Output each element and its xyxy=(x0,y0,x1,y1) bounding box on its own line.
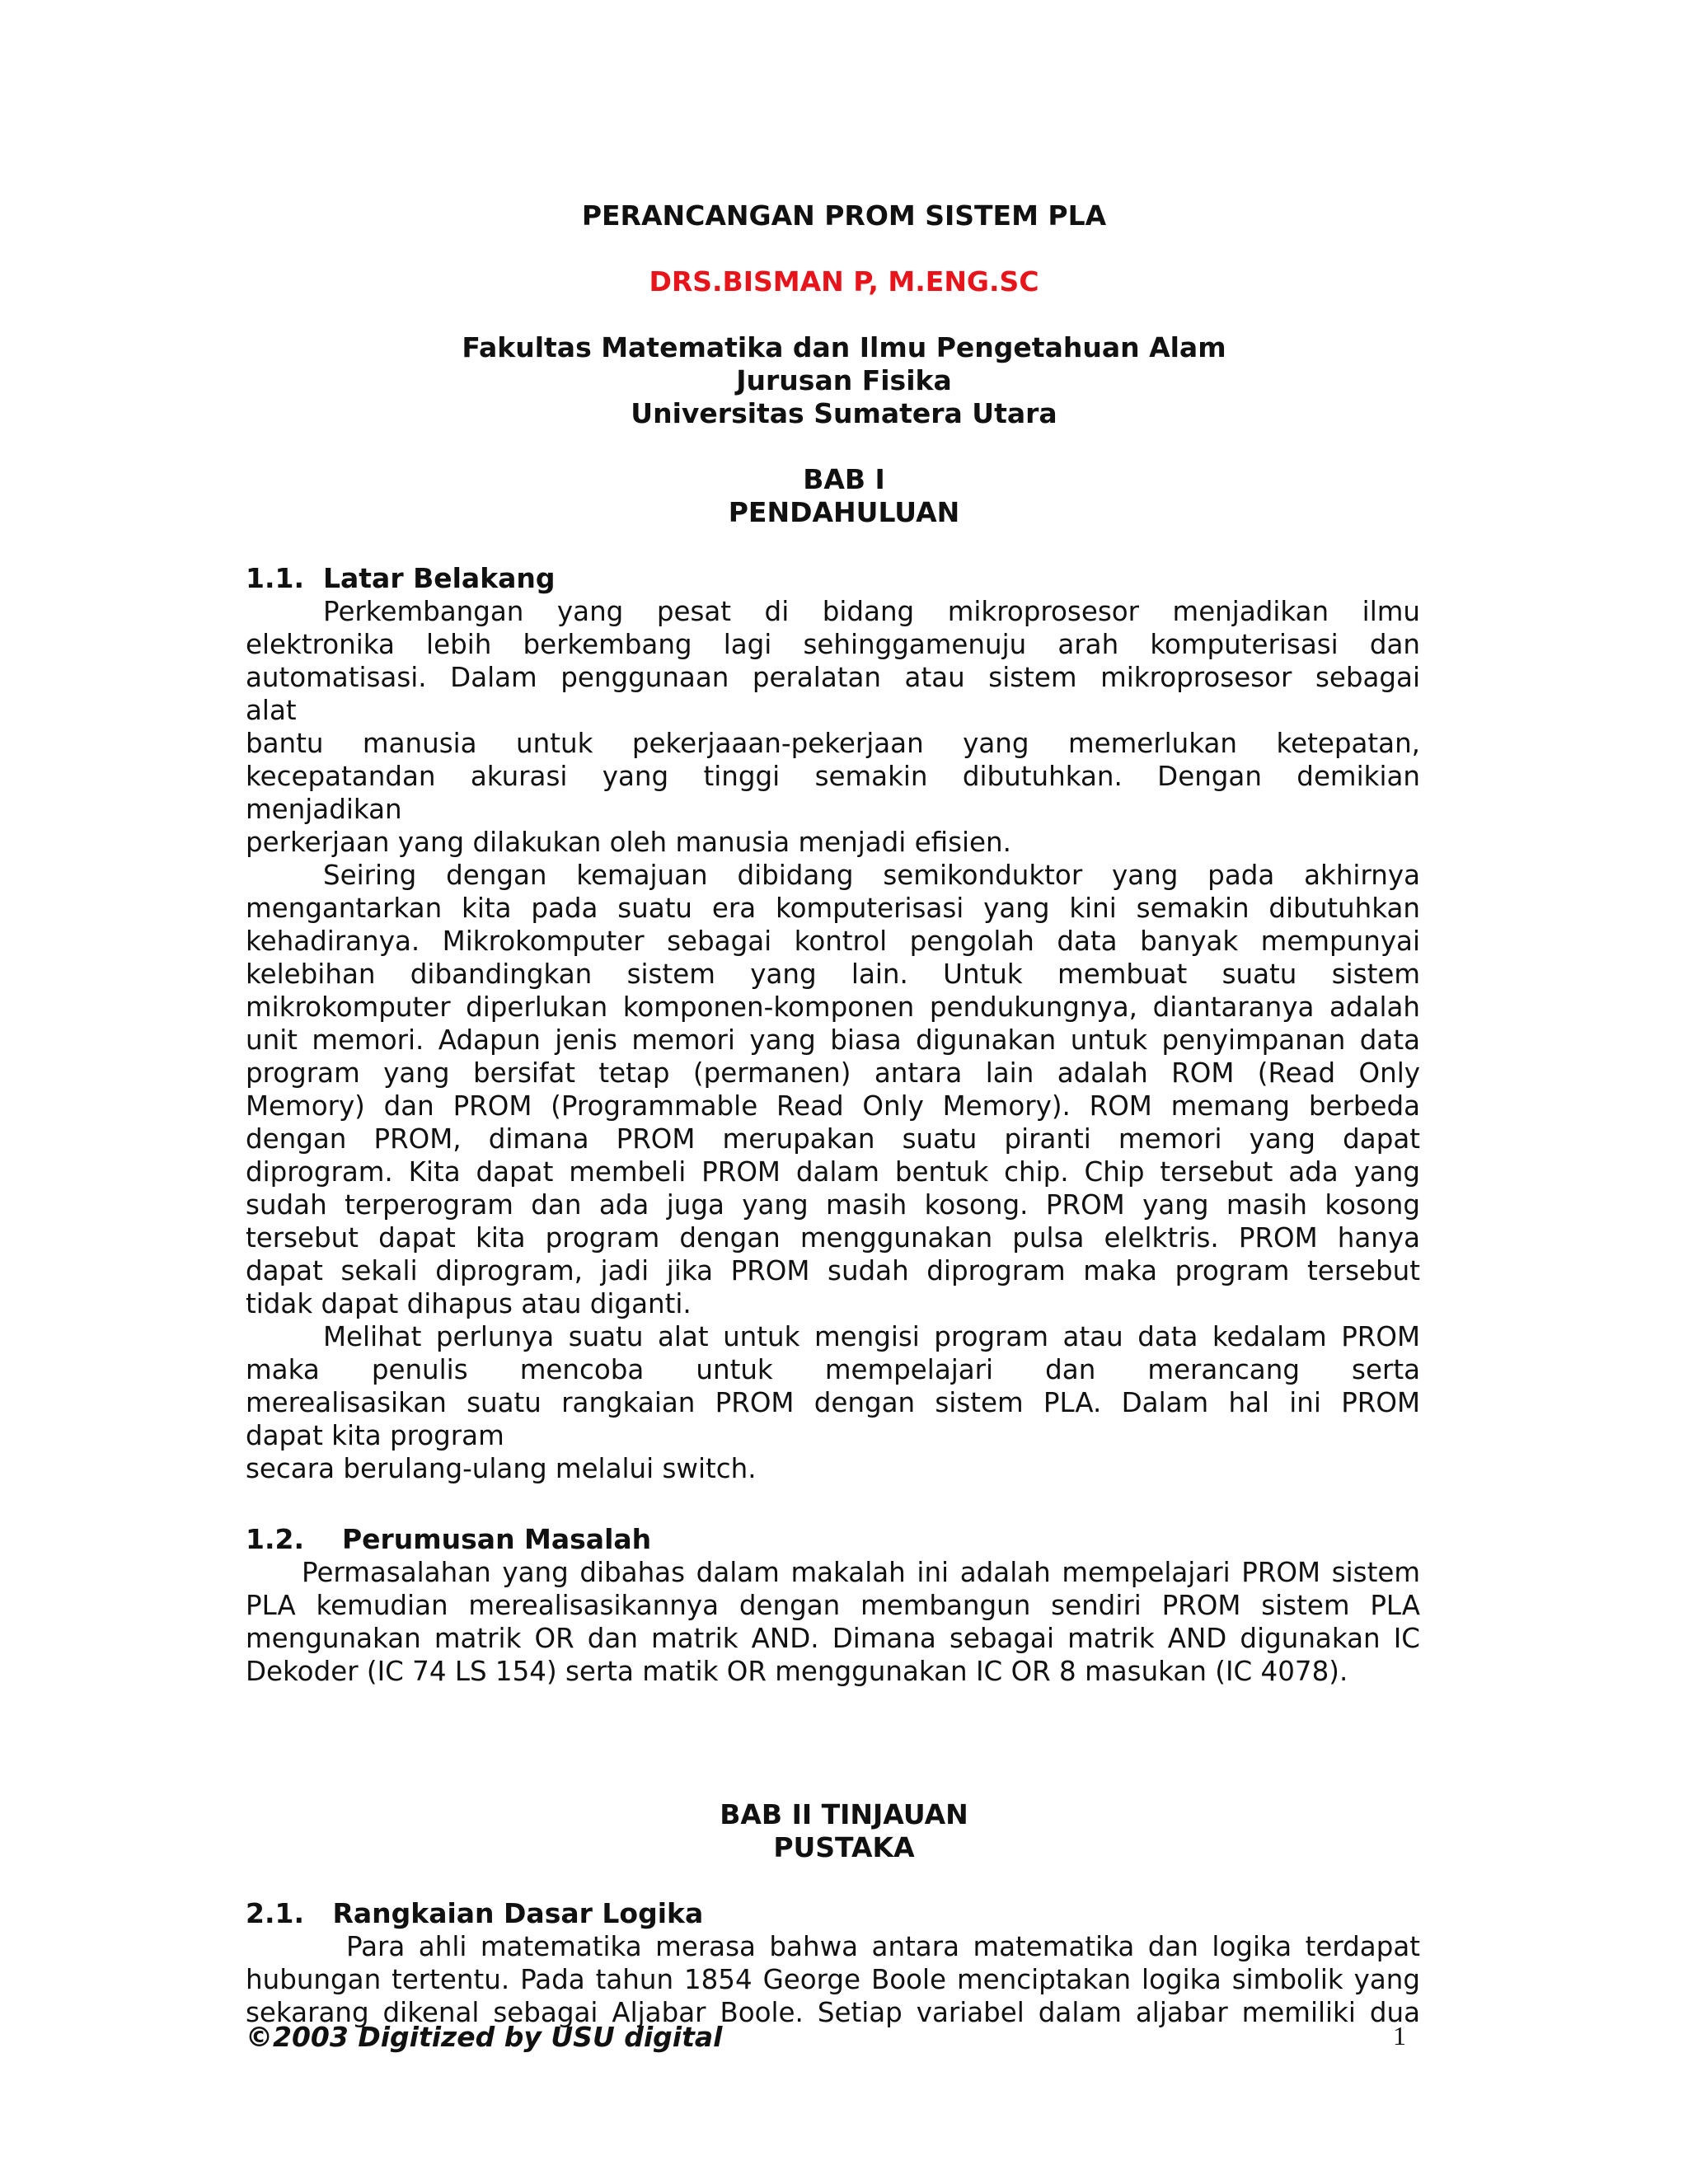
text-line: bantu manusia untuk pekerjaaan-pekerjaan yang memerlukan ketepatan, xyxy=(246,728,1420,759)
affiliation-block xyxy=(0,331,1688,430)
text-line: perkerjaan yang dilakukan oleh manusia menjadi efisien. xyxy=(246,827,1011,858)
text-line: sekarang dikenal sebagai Aljabar Boole. Setiap variabel dalam aljabar memiliki dua xyxy=(246,1997,1420,2028)
text-line: kecepatandan akurasi yang tinggi semakin dibutuhkan. Dengan demikian xyxy=(246,761,1420,792)
text-line: menjadikan xyxy=(246,794,402,825)
text-line: elektronika lebih berkembang lagi sehinggamenuju arah komputerisasi dan xyxy=(246,629,1420,660)
text-line: secara berulang-ulang melalui switch. xyxy=(246,1453,757,1484)
chapter-1-number: BAB I xyxy=(803,463,885,495)
text-line: diprogram. Kita dapat membeli PROM dalam bentuk chip. Chip tersebut ada yang xyxy=(246,1156,1420,1188)
chapter-2-title-line-2: PUSTAKA xyxy=(773,1831,915,1863)
affiliation-university: Universitas Sumatera Utara xyxy=(631,397,1057,429)
footer-copyright: ©2003 Digitized by USU digital xyxy=(246,2021,723,2053)
text-line: dapat kita program xyxy=(246,1420,504,1451)
text-line: mengunakan matrik OR dan matrik AND. Dimana sebagai matrik AND digunakan IC xyxy=(246,1623,1420,1654)
chapter-1-heading xyxy=(0,463,1688,529)
text-line: Melihat perlunya suatu alat untuk mengisi program atau data kedalam PROM xyxy=(323,1321,1420,1352)
text-line: tersebut dapat kita program dengan menggunakan pulsa elelktris. PROM hanya xyxy=(246,1222,1420,1254)
chapter-1-title: PENDAHULUAN xyxy=(728,496,960,528)
text-line: Memory) dan PROM (Programmable Read Only Memory). ROM memang berbeda xyxy=(246,1090,1420,1122)
text-line: unit memori. Adapun jenis memori yang biasa digunakan untuk penyimpanan data xyxy=(246,1024,1420,1056)
section-1-2-heading: 1.2. Perumusan Masalah xyxy=(246,1523,652,1555)
page-number: 1 xyxy=(1393,2021,1406,2050)
paragraph-perumusan-masalah xyxy=(246,1556,1420,1688)
document-title: PERANCANGAN PROM SISTEM PLA xyxy=(581,199,1107,232)
text-line: merealisasikan suatu rangkaian PROM dengan sistem PLA. Dalam hal ini PROM xyxy=(246,1387,1420,1418)
chapter-2-title-line-1: BAB II TINJAUAN xyxy=(720,1798,968,1830)
text-line: kelebihan dibandingkan sistem yang lain. Untuk membuat suatu sistem xyxy=(246,958,1420,990)
text-line: mikrokomputer diperlukan komponen-komponen pendukungnya, diantaranya adalah xyxy=(246,991,1420,1023)
text-line: kehadiranya. Mikrokomputer sebagai kontrol pengolah data banyak mempunyai xyxy=(246,926,1420,957)
text-line: PLA kemudian merealisasikannya dengan membangun sendiri PROM sistem PLA xyxy=(246,1590,1420,1621)
affiliation-department: Jurusan Fisika xyxy=(736,364,952,396)
chapter-2-heading xyxy=(0,1798,1688,1864)
text-line: Permasalahan yang dibahas dalam makalah ini adalah mempelajari PROM sistem xyxy=(302,1557,1420,1588)
text-line: mengantarkan kita pada suatu era komputerisasi yang kini semakin dibutuhkan xyxy=(246,893,1420,924)
author-name: DRS.BISMAN P, M.ENG.SC xyxy=(649,265,1039,298)
affiliation-faculty: Fakultas Matematika dan Ilmu Pengetahuan Alam xyxy=(462,331,1226,363)
section-1-1-heading: 1.1. Latar Belakang xyxy=(246,562,556,594)
text-line: Para ahli matematika merasa bahwa antara matematika dan logika terdapat xyxy=(346,1931,1420,1962)
paragraph-latar-belakang-1 xyxy=(246,595,1420,859)
paragraph-rangkaian-dasar-logika xyxy=(246,1930,1420,2029)
text-line: automatisasi. Dalam penggunaan peralatan atau sistem mikroprosesor sebagai xyxy=(246,662,1420,693)
text-line: alat xyxy=(246,695,297,726)
text-line: tidak dapat dihapus atau diganti. xyxy=(246,1288,692,1319)
text-line: sudah terperogram dan ada juga yang masih kosong. PROM yang masih kosong xyxy=(246,1189,1420,1221)
paragraph-latar-belakang-3 xyxy=(246,1320,1420,1485)
text-line: Dekoder (IC 74 LS 154) serta matik OR menggunakan IC OR 8 masukan (IC 4078). xyxy=(246,1656,1348,1687)
text-line: Perkembangan yang pesat di bidang mikroprosesor menjadikan ilmu xyxy=(323,596,1420,627)
text-line: program yang bersifat tetap (permanen) antara lain adalah ROM (Read Only xyxy=(246,1057,1420,1089)
text-line: maka penulis mencoba untuk mempelajari dan merancang serta xyxy=(246,1354,1420,1385)
text-line: Seiring dengan kemajuan dibidang semikonduktor yang pada akhirnya xyxy=(323,860,1420,891)
text-line: dapat sekali diprogram, jadi jika PROM sudah diprogram maka program tersebut xyxy=(246,1255,1420,1286)
text-line: dengan PROM, dimana PROM merupakan suatu piranti memori yang dapat xyxy=(246,1123,1420,1155)
text-line: hubungan tertentu. Pada tahun 1854 George Boole menciptakan logika simbolik yang xyxy=(246,1964,1420,1995)
paragraph-latar-belakang-2 xyxy=(246,859,1420,1320)
section-2-1-heading: 2.1. Rangkaian Dasar Logika xyxy=(246,1897,704,1929)
